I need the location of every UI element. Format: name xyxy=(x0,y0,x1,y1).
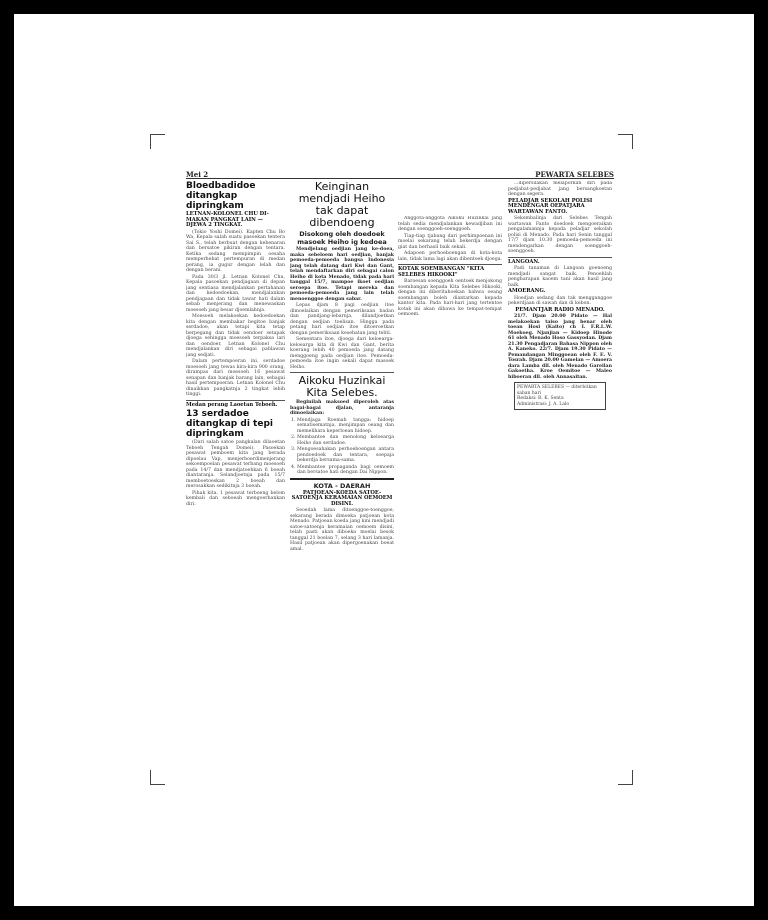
list-item: 2. Membantoe dan menolong keloearga Heiho dan serdadoe. xyxy=(297,435,394,446)
colophon-line: PEWARTA SELEBES — diterbitkan saban hari xyxy=(517,385,597,396)
article-paragraph: Padi tanaman di Langoan goenoeng mendjadi sangat baik. Penoehlah pengharapan kaoem tani akan hasil jang baik. xyxy=(508,266,612,288)
divider xyxy=(398,264,502,265)
main-headline: Keinginan mendjadi Heiho tak dapat dibendoeng xyxy=(298,181,386,229)
section-heading: PELADJAR SEKOLAH POLISI MENDENGAR OEPATJARA WARTAWAN FANTO. xyxy=(508,197,593,215)
list-item: 3. Mengoesahakan perhoeboengan antara pendoedoek dan tentara, soepaja bekerdja bersama-sama. xyxy=(297,447,394,464)
crop-mark-bottom-left xyxy=(150,770,165,785)
newspaper-page xyxy=(186,170,614,726)
headline-1: Bloedbadidoe ditangkap dipringkam xyxy=(186,181,256,211)
list-item: 4. Membantoe propaganda bagi oemoem dan bersatoe hati dengan Dai Nippon. xyxy=(297,465,394,476)
masthead-name: PEWARTA SELEBES xyxy=(535,170,614,179)
colophon-line: Administrasi: J. A. Lalo xyxy=(517,401,570,407)
article-paragraph: Pihak kita, 1 pesawat terboeng belom kembali dan seboeah mengoerbankan diri. xyxy=(186,490,285,507)
aikoku-list xyxy=(290,418,394,476)
section-heading: LANGOAN. xyxy=(508,258,540,265)
section-heading: KOTAK SOEMBANGAN "KITA SELEBES HIKOOKI" xyxy=(398,266,485,278)
main-subheadline: Disokong oleh doedoek masoek Heiho ig kedoea xyxy=(297,230,387,246)
article-paragraph: Hoedjan sedang dan tak mengganggoe pekerdjaan di sawah dan di kebon. xyxy=(508,295,612,306)
column-3 xyxy=(398,216,502,726)
article-paragraph: Seoedah lama ditoenggoe-toenggoe, sekarang berada dimoeka patjoean kota Menado. Patjoean koeda jang kini mendjadi satoe-satoenja keramaian oemoem disini, telah pasti akan diboeka moelai besok tanggal 21 boelan 7, selang 3 hari lamanja. Hasil patjoean akan dipergoenakan boeat amal. xyxy=(290,508,394,552)
article-paragraph: Pada 30/3 jl. Letnan Kolonel Chu, Kepala pasoekan pendjagaan di depan jang sentiasa mendjalankan pertahanan dan kedoedoekan, mendjalankan pendjagaan dan tidak tawar hati dalam sebab menjerang dan menewaskan moesoeh jang besar djoemlahnja. xyxy=(186,274,285,313)
column-4 xyxy=(508,181,612,726)
list-item: 1. Mendjaga Roemah tangga: hidoep sematisematnja, menjimpan oeang dan memelihara keperloean hidoep. xyxy=(297,418,394,435)
article-paragraph: Sementara itoe, djoega dari keloearga-keloearga kita di Kwi dan Gant, berita koerang lebih 40 pemoeda jang datang menggoeng pada oedjian itoe. Pemoeda-pemoeda itoe ingin sekali dapat masoek Heiho. xyxy=(290,337,394,370)
subheadline-1: LETNAN-KOLONEL CHU DI-MAKAN PANGKAT LAIN — DJEWA 2 TINGKAT. xyxy=(186,211,269,228)
kota-daerah-heading: KOTA - DAERAH xyxy=(313,481,371,490)
headline-aikoku: Aikoku Huzinkai Kita Selebes. xyxy=(298,374,386,399)
radio-program: 21/7. Djam 20.00 Pidato — Hal melakoekan taiso jang benar oleh toean Hosi (Kaito) ch I. F.R.L.W. Moekoeg. Njanjian — Kidoep Hinode 61 oleh Menado Hoso Gassyodan. Djam 21.30 Pengadjaran Bahasa Nippon oleh A. Kaneko. 22/7. Djam 19.30 Pidato — Pemandangan Minggoean oleh F. E. V. Tosrah. Djam 20.00 Gamelan — Amoera dara Lamba dll. oleh Menado Gareilan Gakoetha. Kroe Oemitoe — Maleo hiboeran dll. oleh Annasaitan. xyxy=(508,314,612,380)
colophon-line: Redaksi: R. K. Senta xyxy=(517,396,564,401)
crop-mark-top-right xyxy=(618,134,633,149)
article-paragraph: ...dipersilakan melaporkan diri pada pedjabat-pedjabat jang bersangkoetan dengan segera. xyxy=(508,181,612,197)
colophon-box xyxy=(514,382,606,410)
divider xyxy=(290,478,394,480)
kota-daerah-subheading: PATJOEAN-KOEDA SATOE-SATOENJA KERAMAIAN OEMOEM DISINI. xyxy=(291,489,393,507)
article-paragraph: Sekembalinja dari Selebes Tengah wartawan Fanto doedoek mengoeraikan pengalamannja kepada peladjar sekolah polisi di Menado. Pada hari Senin tanggal 17/7 djam 10.30 pemoeda-pemoeda ini mendengarkan dengan soenggoeh-soenggoeh. xyxy=(508,216,612,254)
column-1 xyxy=(186,181,285,726)
crop-mark-bottom-right xyxy=(618,770,633,785)
section-heading: AMOERANG. xyxy=(508,288,546,294)
headline-2: 13 serdadoe ditangkap di tepi dipringkam xyxy=(186,409,273,439)
article-paragraph: Anggota-anggota Aikoku Huzinkai jang telah sedia mendjalankan kewadjiban ini dengan soenggoeh-soenggoeh. xyxy=(398,216,502,232)
lead-paragraph: Mendjelang oedjian jang ke-doea, maka sebeloem hari oedjian, banjak pemoeda-pemoeda bangsa Indonesia jang telah datang dari Kwi dan Gant, telah mendaftarkan diri sebagai calon Heiho di kota Menado, tidak pada hari tanggal 15/7, mampoe ikoet oedjian seroepa itoe. Tetapi mereka dan pemoeda-pemoeda jang lain telah menoenggoe dengan sabar. xyxy=(290,247,394,302)
article-paragraph: Tiap-tiap tjabang dari perhimpoenan ini moelai sekarang telah bekerdja dengan giat dan berhasil baik sekali. xyxy=(398,233,502,250)
column-2 xyxy=(290,181,394,726)
section-heading: Medan perang Laoetan Teboeh. xyxy=(186,401,278,408)
page-number: Mei 2 xyxy=(186,170,209,179)
article-paragraph: Adapoen perhoeboengan di kota-kota lain, tidak lama lagi akan dibentoek djoega. xyxy=(398,251,502,262)
header-rule xyxy=(186,178,614,179)
section-heading: PEMANTJAR RADIO MENADO. xyxy=(515,306,605,313)
article-paragraph: Dalam pertempoeran ini, serdadoe moesoeh jang tewas kira-kira 900 orang, dirampas dari moesoeh 16 pesawat senapan dan banjak barang lain, sebagai hasil pertempoeran. Letnan Kolonel Chu dinaikkan pangkatnja 2 tingkat lebih tinggi. xyxy=(186,359,285,397)
article-paragraph: (Tokio Yoshi Domei). Kapten Chu Bo Wa, Kepala salah suatu pasoekan tentera Sai S., telah berbuat dengan kebenaran dan bersatoe pikiran dengan tentara. Ketika sedang mempimpin oesaha memperhebat pertempuran di medan perang, ia gugur dengan lelah dan dengan berani. xyxy=(186,229,285,273)
article-paragraph: Baroesan soenggoeh oentoek menjokong soembangan kepada Kita Selebes Hikooki, dengan ini diberitahoekan bahwa oeang soembangan boleh diantarkan kepada kantor kita. Pada hari-hari jang tertentoe kotak ini akan dibawa ke tempat-tempat oemoem. xyxy=(398,279,502,317)
divider xyxy=(186,400,285,401)
article-paragraph: (Dari salah satoe pangkalan dilaoetan Teboeh Tengah Domei). Pasoekan pesawat pemboem kita jang berada dipoelau Vap, menjerboerdimenjerang sekoempoelan pesawat terbang moesoeh pada 14/7 dan mendjatoehkan 6 boeah diantaranja. Selandjoetnja pada 15/7 memboetoeskan 2 boeah dan merosakkan sedikitnja 3 boeah. xyxy=(186,440,285,489)
divider xyxy=(508,257,612,258)
divider xyxy=(290,372,394,373)
crop-mark-top-left xyxy=(150,134,165,149)
article-paragraph: Lepas djam 8 pagi oedjian itoe dimoelaikan dengan pemeriksaan badan dan pandjang-lebarnja, dilandjoetkan dengan oedjian toelisan. Hingga pada petang hari oedjian itoe ditoeroetkan dengan pemeriksaan kesehatan jang teliti. xyxy=(290,303,394,336)
aikoku-intro: Beginilah maksoed diperoleh atas bagai-bagai djalan, antaranja dimoelaikan: xyxy=(290,400,394,416)
article-paragraph: Moesoeh melakoekan kedoedoekan kita dengan membakar begitoe banjak serdadoe, akan tetapi kita tetap berpegang dan tidak oendoer setapak djoega sehingga moesoeh terpaksa lari dan oendoer, Letnan Kolonel Chu mendjalankan diri sebagai pahlawan jang sedjati. xyxy=(186,314,285,358)
